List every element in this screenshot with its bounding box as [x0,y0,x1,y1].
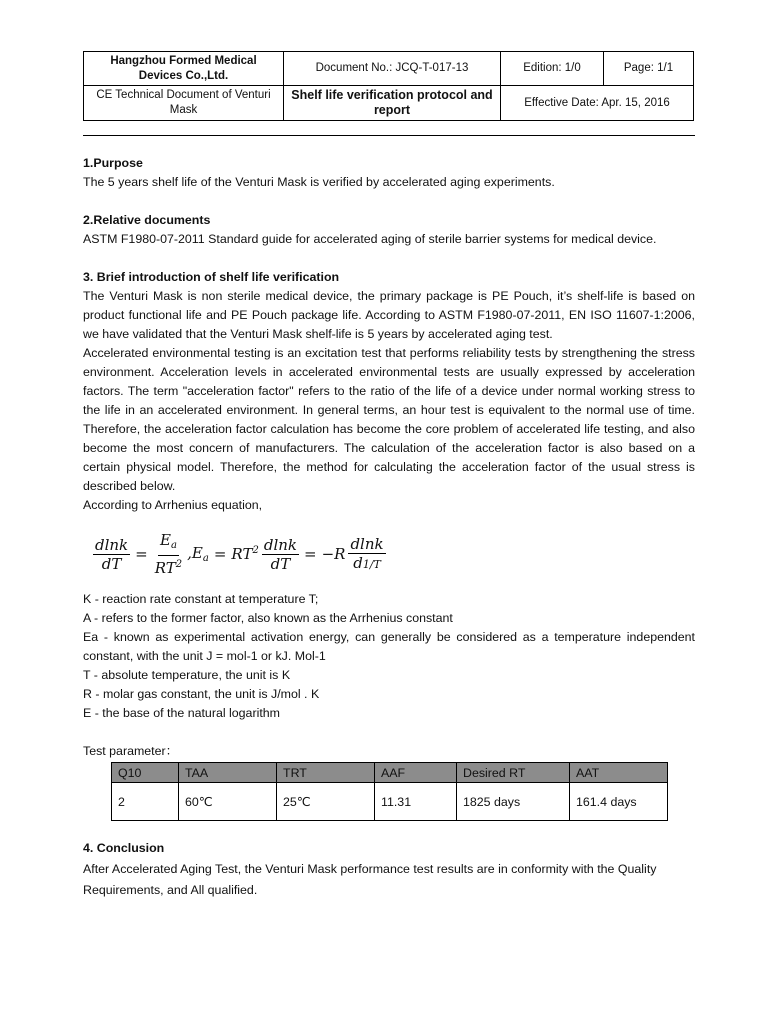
intro-paragraph-3: According to Arrhenius equation, [83,498,263,512]
definition-item: K - reaction rate constant at temperature T; [83,592,319,606]
definition-item: R - molar gas constant, the unit is J/mol . K [83,687,320,701]
definition-item: Ea - known as experimental activation energy, can generally be considered as a temperature independent constant, with the unit J = mol-1 or kJ. Mol-1 [83,630,695,663]
column-header: TRT [277,763,375,783]
intro-paragraph-2: Accelerated environmental testing is an excitation test that performs reliability tests by strengthening the stress environment. Acceleration levels in accelerated environmental tests are usually expressed by acceleration factors. The term "acceleration factor" refers to the ratio of the life of a device under normal working stress to the life in an accelerated environment. In general terms, an hour test is equivalent to the normal use of time. Therefore, the acceleration factor calculation has become the core problem of accelerated life testing, and also become the most concern of manufacturers. The calculation of the acceleration factor is also based on a certain physical model. Therefore, the method for calculating the acceleration factor of the usual stress is described below. [83,346,695,493]
effective-date-value: Apr. 15, 2016 [601,96,670,109]
definition-item: A - refers to the former factor, also known as the Arrhenius constant [83,611,453,625]
column-header: AAT [570,763,668,783]
table-header-row [112,763,668,783]
relative-documents-text: ASTM F1980-07-2011 Standard guide for accelerated aging of sterile barrier systems for medical device. [83,232,657,246]
table-row [112,783,668,821]
column-header: TAA [179,763,277,783]
page-value: 1/1 [657,62,674,74]
column-header: Desired RT [457,763,570,783]
document-title: Shelf life verification protocol and report [284,86,501,121]
company-name: Hangzhou Formed Medical Devices Co.,Ltd. [84,52,284,86]
header-divider [83,135,695,136]
table-cell: 2 [112,783,179,821]
variable-definitions [83,590,695,761]
purpose-heading: 1.Purpose [83,156,143,170]
document-body [83,154,695,515]
document-header-table [83,51,694,121]
page-label: Page: [623,62,654,74]
table-cell: 1825 days [457,783,570,821]
arrhenius-equation: $\frac{dlnk}{dT}$ = $\frac{E_a}{RT^2}$ $,E_a$ = $RT^2$ $\frac{dlnk}{dT}$ = −R $\frac{dlnk}{d1/T}$ [95,531,384,577]
effective-date [501,86,694,121]
conclusion-heading: 4. Conclusion [83,841,165,855]
relative-documents-heading: 2.Relative documents [83,213,211,227]
column-header: AAF [375,763,457,783]
purpose-text: The 5 years shelf life of the Venturi Mask is verified by accelerated aging experiments. [83,175,555,189]
ce-document-label: CE Technical Document of Venturi Mask [84,86,284,121]
definition-item: E - the base of the natural logarithm [83,706,280,720]
document-number: Document No.: JCQ-T-017-13 [284,52,501,86]
table-cell: 11.31 [375,783,457,821]
intro-heading: 3. Brief introduction of shelf life verification [83,270,340,284]
table-cell: 25℃ [277,783,375,821]
conclusion-text: After Accelerated Aging Test, the Venturi Mask performance test results are in conformity with the Quality Requirements, and All qualified. [83,862,657,897]
conclusion-section [83,838,695,901]
test-parameter-label: Test parameter： [83,744,179,758]
edition: Edition: 1/0 [501,52,604,86]
definition-item: T - absolute temperature, the unit is K [83,668,291,682]
page-indicator [604,52,694,86]
table-cell: 60℃ [179,783,277,821]
column-header: Q10 [112,763,179,783]
test-parameter-table [111,762,668,821]
effective-date-label: Effective Date: [524,96,599,109]
table-cell: 161.4 days [570,783,668,821]
intro-paragraph-1: The Venturi Mask is non sterile medical device, the primary package is PE Pouch, it’s shelf-life is based on product functional life and PE Pouch package life. According to ASTM F1980-07-2011, EN ISO 11607-1:2006, we have validated that the Venturi Mask shelf-life is 5 years by accelerated aging test. [83,289,695,341]
